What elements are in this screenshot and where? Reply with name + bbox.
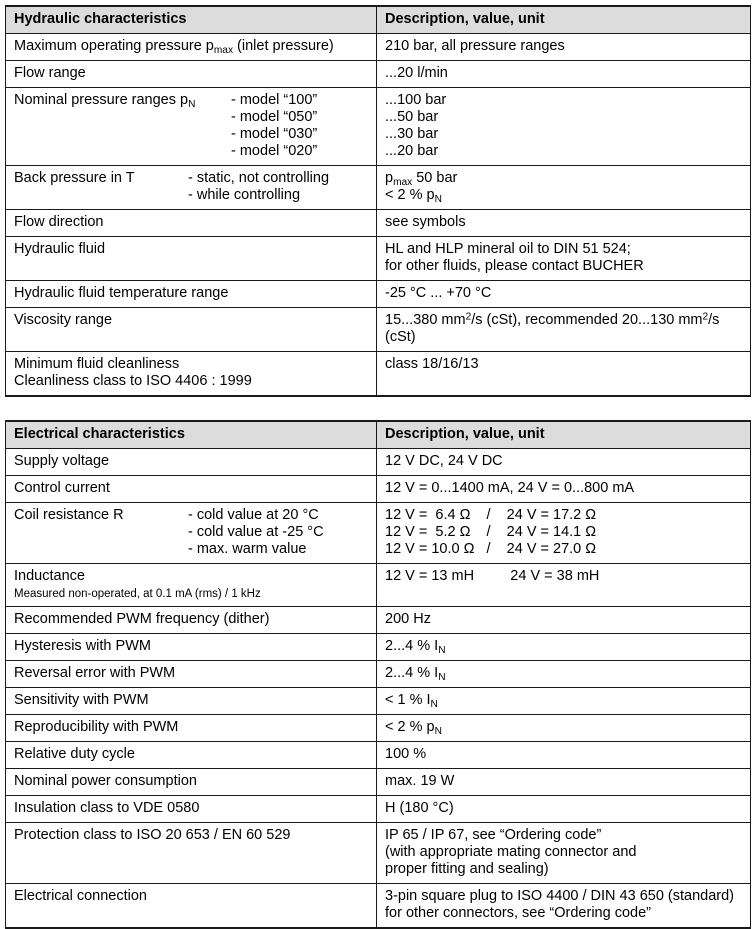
value-cell bbox=[377, 715, 750, 741]
table-row bbox=[6, 502, 750, 563]
table-row bbox=[6, 165, 750, 209]
row-label: Relative duty cycle bbox=[14, 746, 135, 762]
row-label: Sensitivity with PWM bbox=[14, 692, 149, 708]
table-row bbox=[6, 563, 750, 606]
value-cell bbox=[377, 823, 750, 883]
value-cell bbox=[377, 352, 750, 395]
label-cell bbox=[6, 769, 377, 795]
label-cell bbox=[6, 237, 377, 280]
row-label: Electrical connection bbox=[14, 888, 147, 904]
row-label: Hydraulic fluid bbox=[14, 241, 106, 257]
electrical-characteristics-table bbox=[5, 420, 751, 929]
label-cell bbox=[6, 796, 377, 822]
row-label: Reproducibility with PWM bbox=[14, 719, 179, 735]
row-label: Nominal power consumption bbox=[14, 773, 197, 789]
row-value: see symbols bbox=[385, 214, 466, 230]
table-row bbox=[6, 822, 750, 883]
row-label: Recommended PWM frequency (dither) bbox=[14, 611, 270, 627]
row-value: (with appropriate mating connector and bbox=[385, 844, 637, 860]
row-value: 12 V = 0...1400 mA, 24 V = 0...800 mA bbox=[385, 480, 635, 496]
row-value: -25 °C ... +70 °C bbox=[385, 285, 492, 301]
label-cell bbox=[6, 564, 377, 606]
label-cell bbox=[6, 210, 377, 236]
value-cell bbox=[377, 607, 750, 633]
value-cell bbox=[377, 88, 750, 165]
label-cell bbox=[6, 884, 377, 927]
row-label: Insulation class to VDE 0580 bbox=[14, 800, 200, 816]
value-cell bbox=[377, 34, 750, 60]
label-cell bbox=[6, 88, 377, 165]
row-value: ...50 bar bbox=[385, 109, 439, 125]
table-row bbox=[6, 606, 750, 633]
row-value: 12 V = 6.4 Ω / 24 V = 17.2 Ω bbox=[385, 507, 597, 523]
table-row bbox=[6, 34, 750, 60]
row-value: HL and HLP mineral oil to DIN 51 524; bbox=[385, 241, 631, 257]
row-label: Viscosity range bbox=[14, 312, 113, 328]
table-row bbox=[6, 768, 750, 795]
table-row bbox=[6, 795, 750, 822]
hydraulic-characteristics-table bbox=[5, 5, 751, 397]
value-cell bbox=[377, 796, 750, 822]
value-cell bbox=[377, 210, 750, 236]
description-header-title: Description, value, unit bbox=[385, 11, 545, 27]
table-header-row bbox=[6, 422, 750, 449]
row-detail: - static, not controlling bbox=[188, 170, 330, 186]
row-label: Maximum operating pressure $p_{max}$ (inlet pressure) bbox=[14, 38, 334, 56]
label-cell bbox=[6, 308, 377, 351]
row-value: 2...4 % $I_N$ bbox=[385, 665, 446, 683]
row-label: Inductance bbox=[14, 568, 85, 584]
row-details bbox=[231, 92, 368, 160]
label-cell bbox=[6, 476, 377, 502]
table-row bbox=[6, 660, 750, 687]
row-detail: - model “050” bbox=[231, 109, 318, 125]
label-cell bbox=[6, 449, 377, 475]
description-header-cell bbox=[377, 422, 750, 448]
value-cell bbox=[377, 769, 750, 795]
table-row bbox=[6, 687, 750, 714]
value-cell bbox=[377, 166, 750, 209]
description-header-title: Description, value, unit bbox=[385, 426, 545, 442]
label-cell bbox=[6, 715, 377, 741]
row-value: 12 V = 5.2 Ω / 24 V = 14.1 Ω bbox=[385, 524, 597, 540]
row-label: Nominal pressure ranges $p_N$ bbox=[14, 92, 196, 110]
row-note: Measured non-operated, at 0.1 mA (rms) / 1 kHz bbox=[14, 588, 261, 600]
table-header-row bbox=[6, 7, 750, 34]
value-cell bbox=[377, 281, 750, 307]
table-row bbox=[6, 236, 750, 280]
value-cell bbox=[377, 564, 750, 606]
electrical-header-title: Electrical characteristics bbox=[14, 426, 185, 442]
row-value: 100 % bbox=[385, 746, 427, 762]
table-row bbox=[6, 475, 750, 502]
row-details bbox=[188, 170, 368, 204]
row-value: ...30 bar bbox=[385, 126, 439, 142]
row-value: max. 19 W bbox=[385, 773, 455, 789]
row-value: for other fluids, please contact BUCHER bbox=[385, 258, 644, 274]
label-cell bbox=[6, 166, 377, 209]
row-value: 2...4 % $I_N$ bbox=[385, 638, 446, 656]
label-cell bbox=[6, 634, 377, 660]
label-cell bbox=[6, 61, 377, 87]
row-detail: - cold value at 20 °C bbox=[188, 507, 319, 523]
value-cell bbox=[377, 742, 750, 768]
value-cell bbox=[377, 308, 750, 351]
row-detail: - cold value at -25 °C bbox=[188, 524, 324, 540]
row-label: Reversal error with PWM bbox=[14, 665, 176, 681]
label-cell bbox=[6, 742, 377, 768]
value-cell bbox=[377, 449, 750, 475]
row-label: Hysteresis with PWM bbox=[14, 638, 151, 654]
row-label: Protection class to ISO 20 653 / EN 60 529 bbox=[14, 827, 291, 843]
label-cell bbox=[6, 352, 377, 395]
row-value: < 2 % $p_N$ bbox=[385, 719, 442, 737]
table-row bbox=[6, 449, 750, 475]
row-label: Control current bbox=[14, 480, 110, 496]
row-label: Flow direction bbox=[14, 214, 104, 230]
table-row bbox=[6, 307, 750, 351]
table-row bbox=[6, 883, 750, 927]
row-label: Minimum fluid cleanliness bbox=[14, 356, 180, 372]
row-label: Back pressure in T bbox=[14, 170, 135, 186]
table-row bbox=[6, 633, 750, 660]
value-cell bbox=[377, 503, 750, 563]
label-cell bbox=[6, 281, 377, 307]
hydraulic-header-title: Hydraulic characteristics bbox=[14, 11, 187, 27]
row-detail: - max. warm value bbox=[188, 541, 307, 557]
row-value: < 1 % $I_N$ bbox=[385, 692, 438, 710]
electrical-header-cell bbox=[6, 422, 377, 448]
table-row bbox=[6, 209, 750, 236]
row-detail: - model “030” bbox=[231, 126, 318, 142]
table-row bbox=[6, 351, 750, 395]
row-label: Supply voltage bbox=[14, 453, 110, 469]
label-cell bbox=[6, 823, 377, 883]
row-value: proper fitting and sealing) bbox=[385, 861, 549, 877]
row-details bbox=[188, 507, 368, 558]
row-value: < 2 % $p_N$ bbox=[385, 187, 442, 205]
table-row bbox=[6, 60, 750, 87]
row-value: for other connectors, see “Ordering code” bbox=[385, 905, 651, 921]
row-label: Flow range bbox=[14, 65, 86, 81]
row-value: ...20 l/min bbox=[385, 65, 448, 81]
hydraulic-table-body bbox=[6, 34, 750, 395]
row-value: $p_{max}$ 50 bar bbox=[385, 170, 458, 188]
table-row bbox=[6, 741, 750, 768]
table-row bbox=[6, 87, 750, 165]
electrical-table-body bbox=[6, 449, 750, 927]
value-cell bbox=[377, 476, 750, 502]
row-value: 15...380 $mm^2/s$ (cSt), recommended 20...130 $mm^2/s$ (cSt) bbox=[385, 311, 724, 345]
value-cell bbox=[377, 61, 750, 87]
label-cell bbox=[6, 34, 377, 60]
hydraulic-header-cell bbox=[6, 7, 377, 33]
row-value: 12 V DC, 24 V DC bbox=[385, 453, 503, 469]
row-label: Cleanliness class to ISO 4406 : 1999 bbox=[14, 373, 252, 389]
row-detail: - model “020” bbox=[231, 143, 318, 159]
value-cell bbox=[377, 884, 750, 927]
value-cell bbox=[377, 237, 750, 280]
label-cell bbox=[6, 661, 377, 687]
row-value: 12 V = 10.0 Ω / 24 V = 27.0 Ω bbox=[385, 541, 597, 557]
value-cell bbox=[377, 661, 750, 687]
row-value: IP 65 / IP 67, see “Ordering code” bbox=[385, 827, 602, 843]
row-value: 3-pin square plug to ISO 4400 / DIN 43 650 (standard) bbox=[385, 888, 735, 904]
row-value: H (180 °C) bbox=[385, 800, 454, 816]
value-cell bbox=[377, 634, 750, 660]
row-label: Coil resistance R bbox=[14, 507, 124, 523]
row-value: 12 V = 13 mH 24 V = 38 mH bbox=[385, 568, 600, 584]
row-value: class 18/16/13 bbox=[385, 356, 479, 372]
table-row bbox=[6, 280, 750, 307]
value-cell bbox=[377, 688, 750, 714]
row-value: ...100 bar bbox=[385, 92, 447, 108]
description-header-cell bbox=[377, 7, 750, 33]
label-cell bbox=[6, 607, 377, 633]
row-label: Hydraulic fluid temperature range bbox=[14, 285, 229, 301]
label-cell bbox=[6, 688, 377, 714]
label-cell bbox=[6, 503, 377, 563]
row-value: ...20 bar bbox=[385, 143, 439, 159]
table-row bbox=[6, 714, 750, 741]
row-detail: - while controlling bbox=[188, 187, 301, 203]
row-value: 210 bar, all pressure ranges bbox=[385, 38, 565, 54]
row-value: 200 Hz bbox=[385, 611, 431, 627]
row-detail: - model “100” bbox=[231, 92, 318, 108]
